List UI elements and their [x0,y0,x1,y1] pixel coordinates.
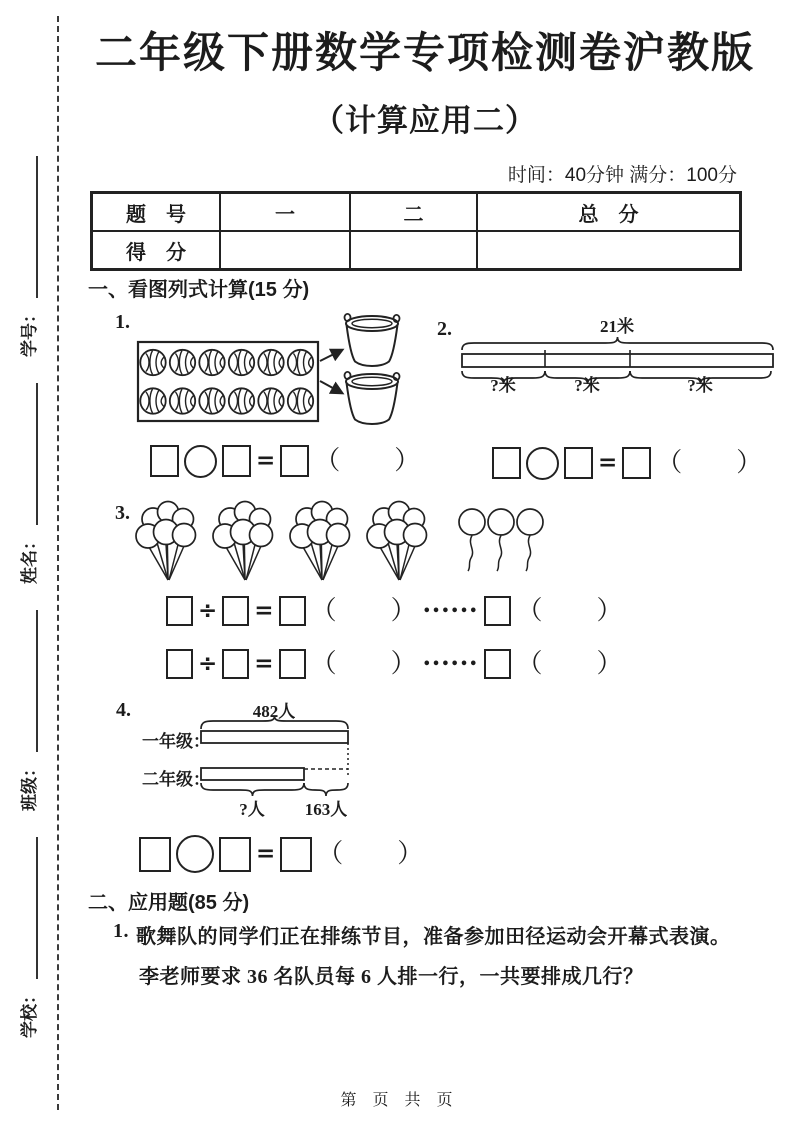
close-paren-symbol: ） [736,448,763,477]
balloon-bunch-icon [136,502,196,581]
paren-gap [687,463,731,464]
division-equation-row [166,644,622,684]
grade1-total-label: 482人 [252,702,296,721]
problem-1-figure [135,304,435,437]
basketball-icon [199,388,224,413]
open-paren-symbol: （ [314,446,341,475]
equals-symbol: = [254,597,274,624]
score-cell-empty [219,230,349,268]
basketball-icon [170,350,195,375]
bucket-icon [345,372,400,424]
score-cell-empty [349,230,476,268]
balloon-bunch-icon [367,502,427,581]
close-paren-symbol: ） [596,649,623,678]
part-length-label: ?米 [574,376,600,395]
application-problem-line1: 歌舞队的同学们正在排练节目，准备参加田径运动会开幕式表演。 [136,926,731,948]
field-label: 学号： [19,306,39,357]
answer-box [219,837,251,872]
score-table-header: 题 号 [126,203,186,226]
write-in-line [32,156,38,298]
score-table-header: 二 [349,194,476,230]
basketball-icon [199,350,224,375]
equals-symbol: = [256,840,276,867]
close-paren-symbol: ） [397,839,424,868]
answer-box [280,445,309,477]
score-row-label: 得 分 [93,230,219,268]
field-class [21,610,38,811]
field-student-number [21,156,38,357]
balloon-bunches [136,497,446,589]
problem-2-figure [437,308,793,408]
paren-gap [348,854,392,855]
dots-symbol: •••••• [422,656,479,672]
basketball-icon [288,388,313,413]
answer-box [222,649,249,679]
paren-gap [547,664,591,665]
grade1-row-label: 一年级： [142,732,210,751]
problem-2-number: 2. [437,318,452,340]
equals-symbol: = [256,447,276,474]
basketball-icon [288,350,313,375]
field-name [21,383,38,584]
basketball-icon [258,350,283,375]
part-length-label: ?米 [490,376,516,395]
page-footer: 第 页 共 页 [340,1092,453,1109]
paren-gap [547,611,591,612]
field-label: 姓名： [19,533,39,584]
seal-line [57,16,59,1110]
part-length-label: ?米 [687,376,713,395]
answer-box [279,596,306,626]
answer-box [166,596,193,626]
score-table-header: 总 分 [476,194,739,230]
balloon-icon [488,509,514,571]
answer-box [222,596,249,626]
student-info-sidebar [10,78,48,1038]
close-paren-symbol: ） [390,596,417,625]
field-label: 学校： [19,987,39,1038]
problem-4-figure [115,694,415,819]
time-score-info: 时间：40分钟 满分：100分 [507,165,737,186]
grade2-known-label: 163人 [304,800,348,819]
problem-4-number: 4. [116,699,131,721]
paren-gap [342,611,386,612]
divide-symbol: ÷ [198,597,218,624]
balloon-bunch-icon [290,502,350,581]
answer-box [492,447,521,479]
divide-symbol: ÷ [198,650,218,677]
page-title: 二年级下册数学专项检测卷沪教版 [94,29,755,76]
paren-gap [342,664,386,665]
answer-equation-row [139,834,423,874]
close-paren-symbol: ） [390,649,417,678]
single-balloons [458,506,546,576]
operator-circle [184,445,217,478]
basketball-icon [229,388,254,413]
close-paren-symbol: ） [596,596,623,625]
bucket-icon [345,314,400,366]
grade2-unknown-label: ?人 [239,800,265,819]
field-school [21,837,38,1038]
answer-box [484,596,511,626]
score-cell-empty [476,230,739,268]
answer-box [139,837,171,872]
section-2-heading: 二、应用题(85 分) [88,892,250,914]
open-paren-symbol: （ [317,839,344,868]
answer-equation-row [492,443,762,483]
equals-symbol: = [598,449,618,476]
open-paren-symbol: （ [310,649,337,678]
basketball-grid [140,350,313,414]
problem-1-number: 1. [115,311,130,333]
answer-box [280,837,312,872]
write-in-line [32,383,38,525]
arrow-icon [320,381,342,393]
write-in-line [32,837,38,979]
problem-3-number: 3. [115,502,130,524]
open-paren-symbol: （ [516,649,543,678]
total-length-label: 21米 [600,317,634,336]
basketball-icon [229,350,254,375]
dots-symbol: •••••• [422,603,479,619]
answer-box [622,447,651,479]
open-paren-symbol: （ [656,448,683,477]
page-subtitle: （计算应用二） [313,103,537,138]
grade2-row-label: 二年级： [142,770,210,789]
basketball-icon [170,388,195,413]
answer-box [279,649,306,679]
arrow-icon [320,350,342,361]
score-table-header: 一 [219,194,349,230]
open-paren-symbol: （ [310,596,337,625]
answer-box [150,445,179,477]
answer-box [166,649,193,679]
paren-gap [345,461,389,462]
division-equation-row [166,591,622,631]
answer-box [484,649,511,679]
balloon-icon [517,509,543,571]
open-paren-symbol: （ [516,596,543,625]
write-in-line [32,610,38,752]
answer-equation-row [150,441,420,481]
close-paren-symbol: ） [394,446,421,475]
operator-circle [176,835,214,873]
equals-symbol: = [254,650,274,677]
answer-box [564,447,593,479]
answer-box [222,445,251,477]
basketball-icon [258,388,283,413]
application-problem-line2: 李老师要求 36 名队员每 6 人排一行，一共要排成几行？ [139,966,644,988]
operator-circle [526,447,559,480]
field-label: 班级： [19,760,39,811]
balloon-bunch-icon [213,502,273,581]
basketball-icon [140,350,165,375]
balloon-icon [459,509,485,571]
section-1-heading: 一、看图列式计算(15 分) [88,279,310,301]
basketball-icon [140,388,165,413]
application-problem-number: 1. [113,920,129,942]
score-table [90,191,742,271]
